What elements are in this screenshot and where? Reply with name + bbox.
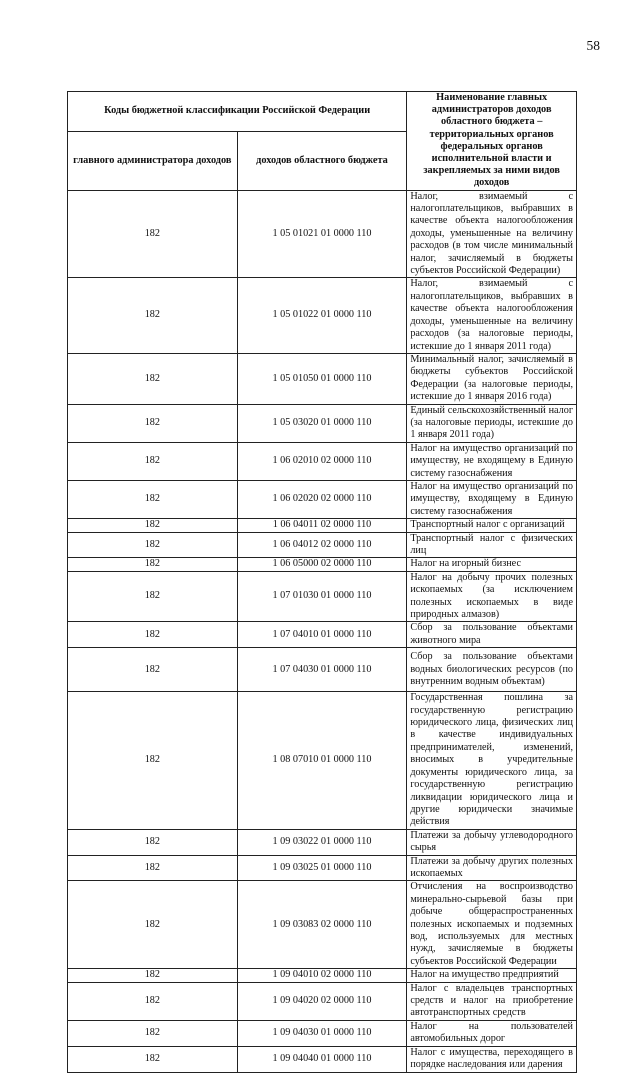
admin-code-cell: 182: [68, 1020, 238, 1046]
admin-code-cell: 182: [68, 278, 238, 353]
admin-code-cell: 182: [68, 829, 238, 855]
header-col-code: доходов областного бюджета: [237, 132, 407, 191]
table-row: [68, 881, 577, 969]
admin-code-cell: 182: [68, 571, 238, 622]
income-code-cell: 1 09 03022 01 0000 110: [237, 829, 407, 855]
income-name-cell: Налог на имущество организаций по имуществу, не входящему в Единую систему газоснабжения: [407, 442, 577, 480]
table-row: [68, 1020, 577, 1046]
income-name-cell: Налог на имущество предприятий: [407, 969, 577, 982]
income-code-cell: 1 07 01030 01 0000 110: [237, 571, 407, 622]
table-header: [68, 92, 577, 191]
income-code-cell: 1 06 02020 02 0000 110: [237, 480, 407, 518]
income-code-cell: 1 09 04040 01 0000 110: [237, 1046, 407, 1072]
income-name-cell: Платежи за добычу других полезных ископаемых: [407, 855, 577, 881]
table-row: [68, 278, 577, 353]
income-code-cell: 1 05 01021 01 0000 110: [237, 190, 407, 278]
income-code-cell: 1 06 04011 02 0000 110: [237, 519, 407, 532]
income-code-cell: 1 09 03025 01 0000 110: [237, 855, 407, 881]
income-name-cell: Налог с владельцев транспортных средств и налог на приобретение автотранспортных средств: [407, 982, 577, 1020]
admin-code-cell: 182: [68, 480, 238, 518]
income-name-cell: Минимальный налог, зачисляемый в бюджеты субъектов Российской Федерации (за налоговые периоды, истекшие до 1 января 2016 года): [407, 353, 577, 404]
table-row: [68, 571, 577, 622]
table-row: [68, 532, 577, 558]
income-code-cell: 1 07 04010 01 0000 110: [237, 622, 407, 648]
income-name-cell: Единый сельскохозяйственный налог (за налоговые периоды, истекшие до 1 января 2011 года): [407, 404, 577, 442]
header-group-title: Коды бюджетной классификации Российской Федерации: [68, 92, 407, 132]
table-row: [68, 1046, 577, 1072]
table-row: [68, 353, 577, 404]
income-code-cell: 1 06 04012 02 0000 110: [237, 532, 407, 558]
income-code-cell: 1 05 01022 01 0000 110: [237, 278, 407, 353]
table-row: [68, 829, 577, 855]
income-name-cell: Отчисления на воспроизводство минерально-сырьевой базы при добыче общераспространенных полезных ископаемых и подземных вод, используемых для местных нужд, зачисляемые в бюджеты субъектов Российской Федерации: [407, 881, 577, 969]
income-name-cell: Сбор за пользование объектами водных биологических ресурсов (по внутренним водным объектам): [407, 648, 577, 692]
header-col-name: Наименование главных администраторов доходов областного бюджета – территориальных органов федеральных органов исполнительной власти и закрепляемых за ними видов доходов: [407, 92, 577, 191]
income-code-cell: 1 09 03083 02 0000 110: [237, 881, 407, 969]
table-row: [68, 442, 577, 480]
admin-code-cell: 182: [68, 692, 238, 829]
page-number: 58: [586, 38, 600, 53]
income-name-cell: Налог на имущество организаций по имуществу, входящему в Единую систему газоснабжения: [407, 480, 577, 518]
income-name-cell: Транспортный налог с организаций: [407, 519, 577, 532]
admin-code-cell: 182: [68, 532, 238, 558]
header-col-admin: главного администратора доходов: [68, 132, 238, 191]
income-name-cell: Налог на добычу прочих полезных ископаемых (за исключением полезных ископаемых в виде природных алмазов): [407, 571, 577, 622]
income-code-cell: 1 06 02010 02 0000 110: [237, 442, 407, 480]
table-row: [68, 855, 577, 881]
income-name-cell: Транспортный налог с физических лиц: [407, 532, 577, 558]
admin-code-cell: 182: [68, 855, 238, 881]
admin-code-cell: 182: [68, 881, 238, 969]
income-code-cell: 1 07 04030 01 0000 110: [237, 648, 407, 692]
admin-code-cell: 182: [68, 404, 238, 442]
admin-code-cell: 182: [68, 519, 238, 532]
admin-code-cell: 182: [68, 190, 238, 278]
income-name-cell: Платежи за добычу углеводородного сырья: [407, 829, 577, 855]
income-name-cell: Сбор за пользование объектами животного мира: [407, 622, 577, 648]
admin-code-cell: 182: [68, 353, 238, 404]
admin-code-cell: 182: [68, 1046, 238, 1072]
income-code-cell: 1 08 07010 01 0000 110: [237, 692, 407, 829]
income-name-cell: Налог, взимаемый с налогоплательщиков, выбравших в качестве объекта налогообложения доходы, уменьшенные на величину расходов (за налоговые периоды, истекшие до 1 января 2011 года): [407, 278, 577, 353]
budget-classification-table: [67, 91, 577, 1073]
header-row-1: [68, 92, 577, 132]
table-body: [68, 190, 577, 1072]
income-name-cell: Государственная пошлина за государственную регистрацию юридического лица, физических лиц в качестве индивидуальных предпринимателей, изменений, вносимых в учредительные документы юридического лица, за государственную регистрацию ликвидации юридического лица и другие юридически значимые действия: [407, 692, 577, 829]
income-name-cell: Налог, взимаемый с налогоплательщиков, выбравших в качестве объекта налогообложения доходы, уменьшенные на величину расходов (в том числе минимальный налог, зачисляемый в бюджеты субъектов Российской Федерации): [407, 190, 577, 278]
table-row: [68, 519, 577, 532]
admin-code-cell: 182: [68, 969, 238, 982]
table-row: [68, 190, 577, 278]
income-code-cell: 1 05 01050 01 0000 110: [237, 353, 407, 404]
table-row: [68, 480, 577, 518]
table-row: [68, 648, 577, 692]
table-row: [68, 404, 577, 442]
admin-code-cell: 182: [68, 648, 238, 692]
admin-code-cell: 182: [68, 622, 238, 648]
table-row: [68, 969, 577, 982]
table-row: [68, 982, 577, 1020]
income-code-cell: 1 09 04030 01 0000 110: [237, 1020, 407, 1046]
income-code-cell: 1 05 03020 01 0000 110: [237, 404, 407, 442]
table-row: [68, 692, 577, 829]
admin-code-cell: 182: [68, 558, 238, 571]
income-code-cell: 1 09 04010 02 0000 110: [237, 969, 407, 982]
admin-code-cell: 182: [68, 442, 238, 480]
income-code-cell: 1 06 05000 02 0000 110: [237, 558, 407, 571]
income-code-cell: 1 09 04020 02 0000 110: [237, 982, 407, 1020]
admin-code-cell: 182: [68, 982, 238, 1020]
income-name-cell: Налог на пользователей автомобильных дорог: [407, 1020, 577, 1046]
table-row: [68, 622, 577, 648]
table-row: [68, 558, 577, 571]
income-name-cell: Налог с имущества, переходящего в порядке наследования или дарения: [407, 1046, 577, 1072]
income-name-cell: Налог на игорный бизнес: [407, 558, 577, 571]
